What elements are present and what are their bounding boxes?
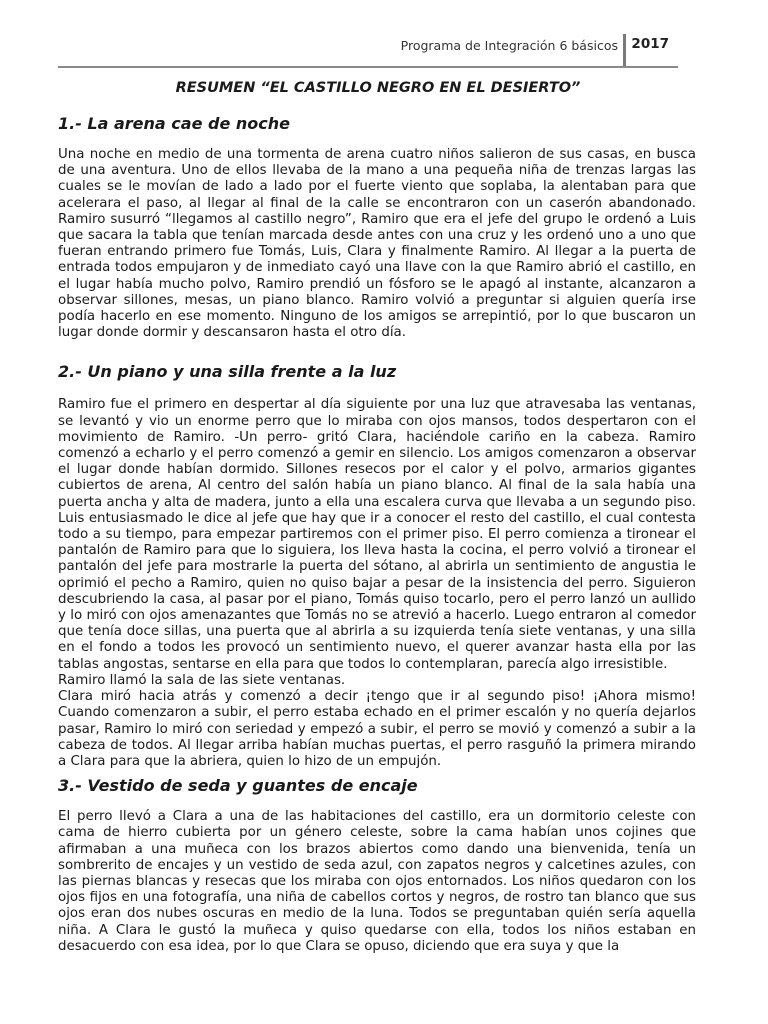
page-header — [58, 34, 678, 68]
header-rule — [58, 66, 678, 68]
header-divider — [623, 34, 626, 68]
section-heading-3: 3.- Vestido de seda y guantes de encaje — [58, 776, 418, 796]
header-program-text: Programa de Integración 6 básicos — [400, 38, 618, 53]
section-heading-1: 1.- La arena cae de noche — [58, 114, 290, 133]
document-title: RESUMEN “EL CASTILLO NEGRO EN EL DESIERTO” — [175, 80, 581, 96]
section-2-paragraph-1: Ramiro fue el primero en despertar al día siguiente por una luz que atravesaba las ventanas, se levantó y vio un enorme perro que lo miraba con ojos mansos, todos despertaron con el movimiento de Ramiro. -Un perro- gritó Clara, haciéndole cariño en la cabeza. Ramiro comenzó a echarlo y el perro comenzó a gemir en silencio. Los amigos comenzaron a observar el lugar donde habían dormido. Sillones resecos por el calor y el polvo, armarios gigantes cubiertos de arena, Al centro del salón había un piano blanco. Al final de la sala había una puerta ancha y alta de madera, junto a ella una escalera curva que llevaba a un segundo piso. Luis entusiasmado le dice al jefe que hay que ir a conocer el resto del castillo, el cual contesta todo a su tiempo, para empezar partiremos con el primer piso. El perro comienza a tironear el pantalón de Ramiro para que lo siguiera, los lleva hasta la cocina, el perro volvió a tironear el pantalón del jefe para mostrarle la puerta del sótano, al abrirla un sentimiento de angustia le oprimió el pecho a Ramiro, quien no quiso bajar a pesar de la insistencia del perro. Siguieron descubriendo la casa, al pasar por el piano, Tomás quiso tocarlo, pero el perro lanzó un aullido y lo miró con ojos amenazantes que Tomás no se atrevió a hacerlo. Luego entraron al comedor que tenía doce sillas, una puerta que al abrirla a su izquierda tenía siete ventanas, y una silla en el fondo a todos les provocó un sentimiento nuevo, el querer avanzar hasta ella por las tablas angostas, sentarse en ella para que todos lo contemplaran, parecía algo irresistible. — [58, 397, 696, 672]
header-year: 2017 — [631, 36, 669, 52]
section-1-paragraph: Una noche en medio de una tormenta de arena cuatro niños salieron de sus casas, en busca de una aventura. Uno de ellos llevaba de la mano a una pequeña niña de trenzas largas las cuales se le movían de lado a lado por el fuerte viento que soplaba, la alentaban para que acelerara el paso, al llegar al final de la calle se encontraron con un caserón abandonado. Ramiro susurró “llegamos al castillo negro”, Ramiro que era el jefe del grupo le ordenó a Luis que sacara la tabla que tenían marcada desde antes con una cruz y les ordenó uno a uno que fueran entrando primero fue Tomás, Luis, Clara y finalmente Ramiro. Al llegar a la puerta de entrada todos empujaron y de inmediato cayó una llave con la que Ramiro abrió el castillo, en el lugar había mucho polvo, Ramiro prendió un fósforo se le apagó al instante, alcanzaron a observar sillones, mesas, un piano blanco. Ramiro volvió a preguntar si alguien quería irse podía hacerlo en ese momento. Ninguno de los amigos se arrepintió, por lo que buscaron un lugar donde dormir y descansaron hasta el otro día. — [58, 147, 696, 341]
section-2-paragraph-2: Ramiro llamó la sala de las siete ventanas. — [58, 672, 346, 688]
section-2-paragraph-3: Clara miró hacia atrás y comenzó a decir ¡tengo que ir al segundo piso! ¡Ahora mismo! Cuando comenzaron a subir, el perro estaba echado en el primer escalón y no quería dejarlos pasar, Ramiro lo miró con seriedad y empezó a subir, el perro se movió y comenzó a subir a la cabeza de todos. Al llegar arriba habían muchas puertas, el perro rasguñó la primera mirando a Clara para que la abriera, quien lo hizo de un empujón. — [58, 689, 696, 769]
section-heading-2: 2.- Un piano y una silla frente a la luz — [58, 362, 397, 382]
section-3-paragraph: El perro llevó a Clara a una de las habitaciones del castillo, era un dormitorio celeste con cama de hierro cubierta por un género celeste, sobre la cama habían unos cojines que afirmaban a una muñeca con los brazos abiertos como dando una bienvenida, tenía un sombrerito de encajes y un vestido de seda azul, con zapatos negros y calcetines azules, con las piernas blancas y resecas que los miraba con ojos entornados. Los niños quedaron con los ojos fijos en una fotografía, una niña de cabellos cortos y negros, de rostro tan blanco que sus ojos eran dos nubes oscuras en medio de la luna. Todos se preguntaban quién sería aquella niña. A Clara le gustó la muñeca y quiso quedarse con ella, todos los niños estaban en desacuerdo con esa idea, por lo que Clara se opuso, diciendo que era suya y que la — [58, 809, 696, 954]
document-body — [58, 110, 696, 955]
